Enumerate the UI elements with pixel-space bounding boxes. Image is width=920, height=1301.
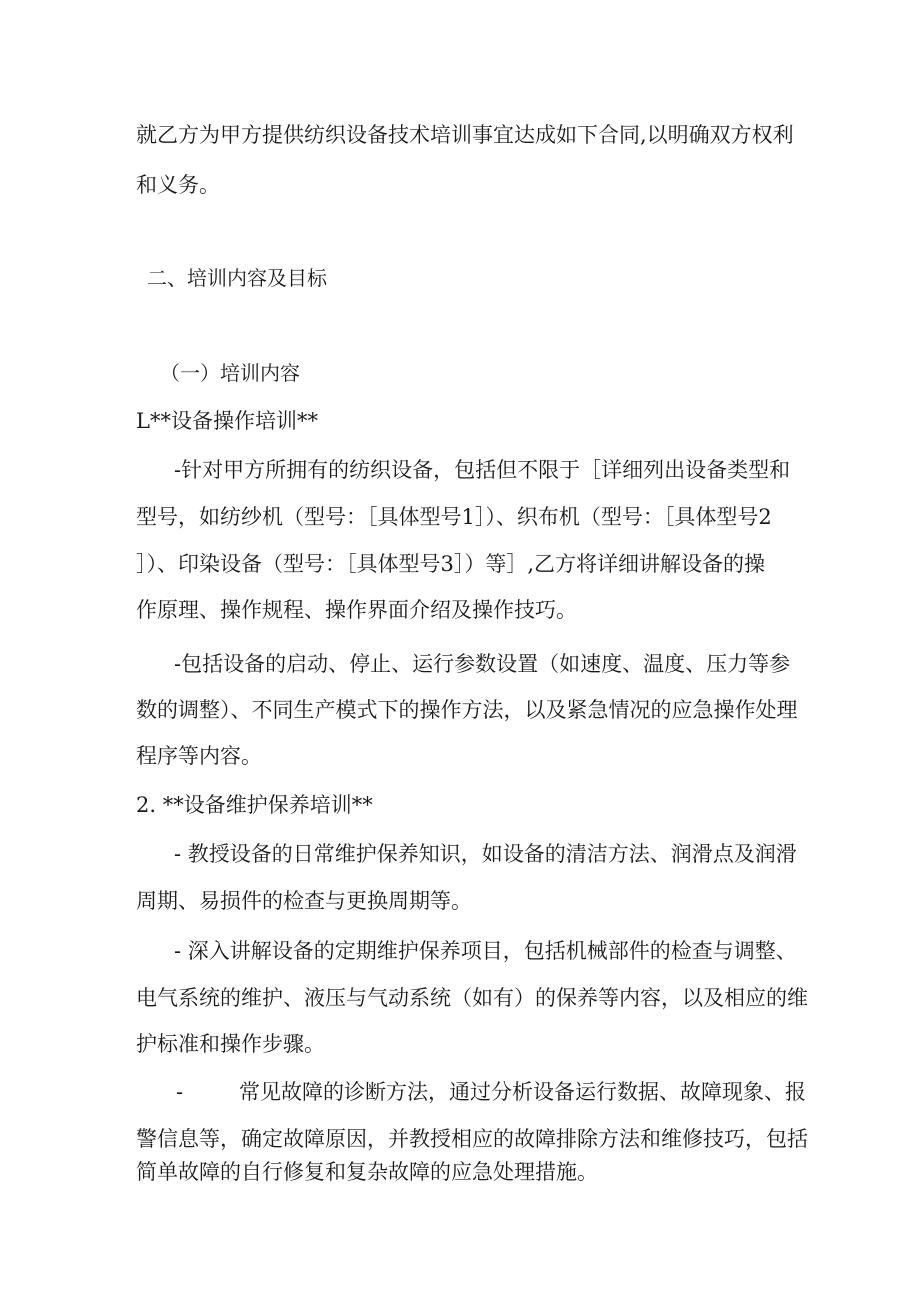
item-2-para-3-dash: - bbox=[176, 1080, 184, 1104]
item-1-para-2-line-2: 数的调整）、不同生产模式下的操作方法，以及紧急情况的应急操作处理 bbox=[136, 698, 798, 722]
subsection-heading: （一）培训内容 bbox=[160, 361, 300, 385]
item-1-para-1-line-1: -针对甲方所拥有的纺织设备，包括但不限于［详细列出设备类型和 bbox=[174, 458, 791, 482]
item-1-para-1-line-3: ］）、印染设备（型号：［具体型号3］）等］,乙方将详细讲解设备的操 bbox=[136, 552, 766, 576]
item-1-para-2-line-3: 程序等内容。 bbox=[136, 744, 262, 768]
intro-line-2: 和义务。 bbox=[136, 173, 220, 197]
item-2-para-1-line-1: - 教授设备的日常维护保养知识，如设备的清洁方法、润滑点及润滑 bbox=[174, 842, 797, 866]
item-2-heading: 2. **设备维护保养培训** bbox=[136, 793, 373, 817]
item-2-para-2-line-1: - 深入讲解设备的定期维护保养项目，包括机械部件的检查与调整、 bbox=[174, 939, 797, 963]
item-2-para-3-line-2: 警信息等，确定故障原因，并教授相应的故障排除方法和维修技巧，包括 bbox=[136, 1127, 808, 1151]
item-2-para-3-line-3: 简单故障的自行修复和复杂故障的应急处理措施。 bbox=[136, 1160, 598, 1184]
intro-line-1: 就乙方为甲方提供纺织设备技术培训事宜达成如下合同,以明确双方权利 bbox=[136, 123, 794, 147]
item-1-para-2-line-1: -包括设备的启动、停止、运行参数设置（如速度、温度、压力等参 bbox=[174, 652, 791, 676]
item-2-para-2-line-3: 护标准和操作步骤。 bbox=[136, 1032, 325, 1056]
item-2-para-1-line-2: 周期、易损件的检查与更换周期等。 bbox=[136, 889, 472, 913]
item-1-para-1-line-2: 型号，如纺纱机（型号：［具体型号1］）、织布机（型号：［具体型号2 bbox=[136, 505, 772, 529]
item-2-para-3-line-1: 常见故障的诊断方法，通过分析设备运行数据、故障现象、报 bbox=[239, 1080, 806, 1104]
item-2-para-2-line-2: 电气系统的维护、液压与气动系统（如有）的保养等内容，以及相应的维 bbox=[136, 986, 808, 1010]
item-1-heading: L**设备操作培训** bbox=[136, 409, 318, 433]
section-heading: 二、培训内容及目标 bbox=[147, 266, 327, 290]
item-1-para-1-line-4: 作原理、操作规程、操作界面介绍及操作技巧。 bbox=[136, 598, 577, 622]
